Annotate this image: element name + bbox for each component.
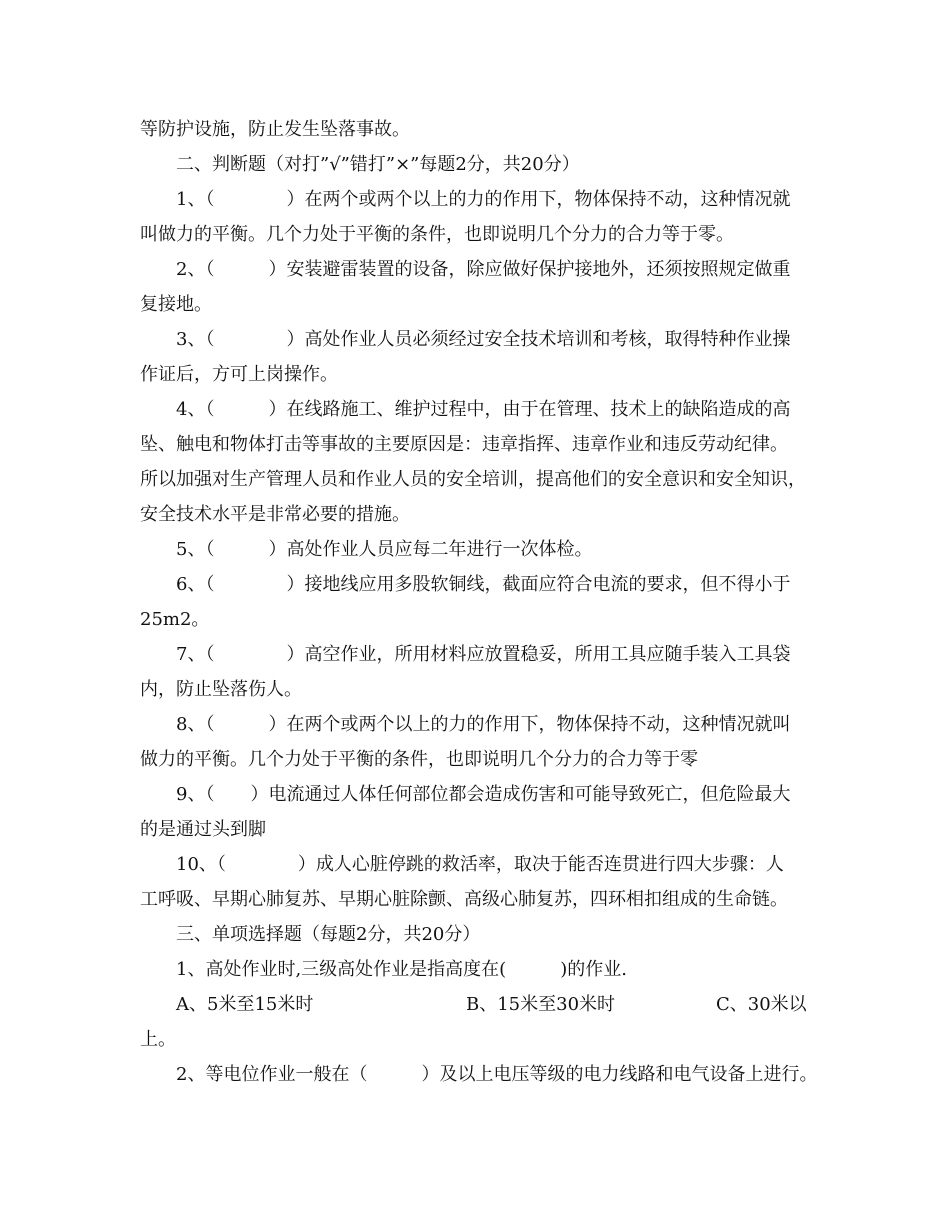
choice-options-row <box>140 987 820 1022</box>
text-line: 内，防止坠落伤人。 <box>140 679 302 700</box>
section-heading-true-false: 二、判断题（对打”√”错打”×”每题2分，共20分） <box>176 154 580 175</box>
question-6: 6、（ ）接地线应用多股软铜线，截面应符合电流的要求，但不得小于 <box>176 574 791 595</box>
option-c: C、30米以 <box>716 994 807 1015</box>
question-10: 10、（ ）成人心脏停跳的救活率，取决于能否连贯进行四大步骤：人 <box>176 854 784 875</box>
text-line: 叫做力的平衡。几个力处于平衡的条件，也即说明几个分力的合力等于零。 <box>140 224 734 245</box>
question-3: 3、（ ）高处作业人员必须经过安全技术培训和考核，取得特种作业操 <box>176 329 791 350</box>
text-line: 安全技术水平是非常必要的措施。 <box>140 504 410 525</box>
document-body <box>140 112 820 1092</box>
text-line: 工呼吸、早期心肺复苏、早期心脏除颤、高级心肺复苏，四环相扣组成的生命链。 <box>140 889 788 910</box>
question-4: 4、（ ）在线路施工、维护过程中，由于在管理、技术上的缺陷造成的高 <box>176 399 791 420</box>
text-line: 的是通过头到脚 <box>140 819 266 840</box>
question-5: 5、（ ）高处作业人员应每二年进行一次体检。 <box>176 539 593 560</box>
text-line: 作证后，方可上岗操作。 <box>140 364 338 385</box>
text-line: 坠、触电和物体打击等事故的主要原因是：违章指挥、违章作业和违反劳动纪律。 <box>140 434 788 455</box>
question-7: 7、（ ）高空作业，所用材料应放置稳妥，所用工具应随手装入工具袋 <box>176 644 791 665</box>
text-line: 25m2。 <box>140 609 210 630</box>
option-a: A、5米至15米时 <box>176 994 314 1015</box>
option-b: B、15米至30米时 <box>466 994 616 1015</box>
text-line: 上。 <box>140 1029 176 1050</box>
text-line: 所以加强对生产管理人员和作业人员的安全培训，提高他们的安全意识和安全知识， <box>140 469 806 490</box>
text-line: 做力的平衡。几个力处于平衡的条件，也即说明几个分力的合力等于零 <box>140 749 698 770</box>
question-8: 8、（ ）在两个或两个以上的力的作用下，物体保持不动，这种情况就叫 <box>176 714 791 735</box>
question-2: 2、（ ）安装避雷装置的设备，除应做好保护接地外，还须按照规定做重 <box>176 259 791 280</box>
question-1: 1、（ ）在两个或两个以上的力的作用下，物体保持不动，这种情况就 <box>176 189 791 210</box>
section-heading-single-choice: 三、单项选择题（每题2分，共20分） <box>176 924 481 945</box>
question-9: 9、（ ）电流通过人体任何部位都会造成伤害和可能导致死亡，但危险最大 <box>176 784 791 805</box>
text-line: 复接地。 <box>140 294 212 315</box>
text-line: 等防护设施，防止发生坠落事故。 <box>140 119 410 140</box>
choice-question-2: 2、等电位作业一般在（ ）及以上电压等级的电力线路和电气设备上进行。 <box>176 1064 818 1085</box>
choice-question-1: 1、高处作业时,三级高处作业是指高度在( )的作业. <box>176 959 627 980</box>
